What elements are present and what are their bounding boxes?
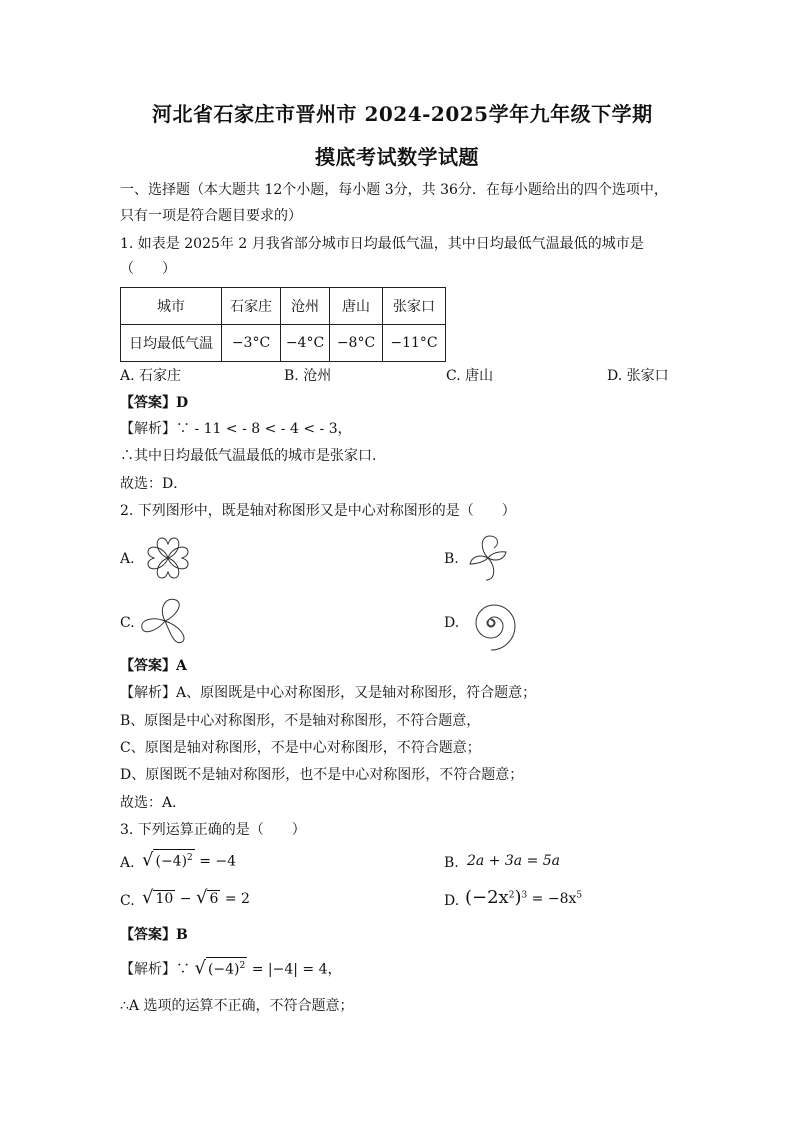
temperature-table xyxy=(120,287,446,362)
q1-option-b: B. 沧州 xyxy=(284,368,332,384)
q2-analysis-line4: D、原图既不是轴对称图形，也不是中心对称图形，不符合题意； xyxy=(120,767,524,783)
q2-analysis-line2: B、原图是中心对称图形，不是轴对称图形，不符合题意， xyxy=(120,713,481,729)
q3-analysis-line2: ∴A 选项的运算不正确，不符合题意； xyxy=(120,998,354,1014)
q3-answer: 【答案】B xyxy=(120,927,188,943)
q2-analysis-line1: 【解析】A、原图既是中心对称图形，又是轴对称图形，符合题意； xyxy=(120,685,537,701)
q3-analysis-line1: 【解析】∵ √ $(-4)^2 = |-4| = 4$， xyxy=(120,957,342,979)
spiral-figure xyxy=(462,594,520,652)
q1-option-a: A. 石家庄 xyxy=(120,368,182,384)
q2-label-b: B. xyxy=(444,551,459,567)
q2-label-d: D. xyxy=(444,615,460,631)
table-cell: 张家口 xyxy=(383,288,446,325)
q3-label-c: C. xyxy=(120,893,135,909)
q3-label-d: D. xyxy=(444,893,460,909)
q3-option-a-expression: √ $(-4)^2 = -4$ xyxy=(142,849,237,871)
q1-option-c: C. 唐山 xyxy=(446,368,494,384)
q1-analysis-line1: 【解析】∵ - 11 < - 8 < - 4 < - 3， xyxy=(120,421,352,437)
radicand: $(-4)^2$ xyxy=(153,849,194,870)
table-header-row xyxy=(121,288,446,325)
q1-analysis-line2: ∴其中日均最低气温最低的城市是张家口． xyxy=(120,448,386,464)
q2-label-c: C. xyxy=(120,615,135,631)
q2-conclusion: 故选：A． xyxy=(120,795,187,811)
q1-answer: 【答案】D xyxy=(120,395,189,411)
table-cell: −3°C xyxy=(222,325,281,362)
table-cell: 石家庄 xyxy=(222,288,281,325)
q1-paren: （ ） xyxy=(120,261,176,277)
q3-label-b: B. xyxy=(444,855,459,871)
s-curve-leaves-figure xyxy=(460,530,516,586)
section-instructions-line2: 只有一项是符合题目要求的） xyxy=(120,208,302,224)
rhs: = −4 xyxy=(199,853,237,870)
q3-option-d-expression: $(-2x^2)^3 = -8x^5$ xyxy=(465,887,583,908)
table-cell: 日均最低气温 xyxy=(121,325,222,362)
q3-stem: 3. 下列运算正确的是（ ） xyxy=(120,822,306,838)
table-cell: −11°C xyxy=(383,325,446,362)
page-title-line2: 摸底考试数学试题 xyxy=(315,145,479,169)
q2-analysis-line3: C、原图是轴对称图形，不是中心对称图形，不符合题意； xyxy=(120,740,481,756)
q3-option-b-expression: 2a + 3a = 5a xyxy=(467,853,561,869)
q1-option-d: D. 张家口 xyxy=(607,368,669,384)
three-petal-figure xyxy=(136,592,194,650)
q2-label-a: A. xyxy=(120,551,135,567)
table-cell: −4°C xyxy=(281,325,330,362)
q1-stem: 1. 如表是 2025年 2 月我省部分城市日均最低气温，其中日均最低气温最低的城市是 xyxy=(120,236,644,252)
table-row xyxy=(121,325,446,362)
table-cell: −8°C xyxy=(330,325,383,362)
q1-conclusion: 故选：D． xyxy=(120,476,188,492)
table-cell: 城市 xyxy=(121,288,222,325)
page-title-line1: 河北省石家庄市晋州市 2024-2025学年九年级下学期 xyxy=(152,102,653,126)
table-cell: 沧州 xyxy=(281,288,330,325)
section-instructions-line1: 一、选择题（本大题共 12个小题，每小题 3分，共 36分．在每小题给出的四个选项中， xyxy=(120,182,668,198)
q3-label-a: A. xyxy=(120,855,135,871)
four-leaf-flower-figure xyxy=(140,530,196,586)
q3-option-c-expression: √ 10 − √ 6 = 2 xyxy=(142,887,250,908)
q2-stem: 2. 下列图形中，既是轴对称图形又是中心对称图形的是（ ） xyxy=(120,503,516,519)
table-cell: 唐山 xyxy=(330,288,383,325)
q2-answer: 【答案】A xyxy=(120,658,187,674)
